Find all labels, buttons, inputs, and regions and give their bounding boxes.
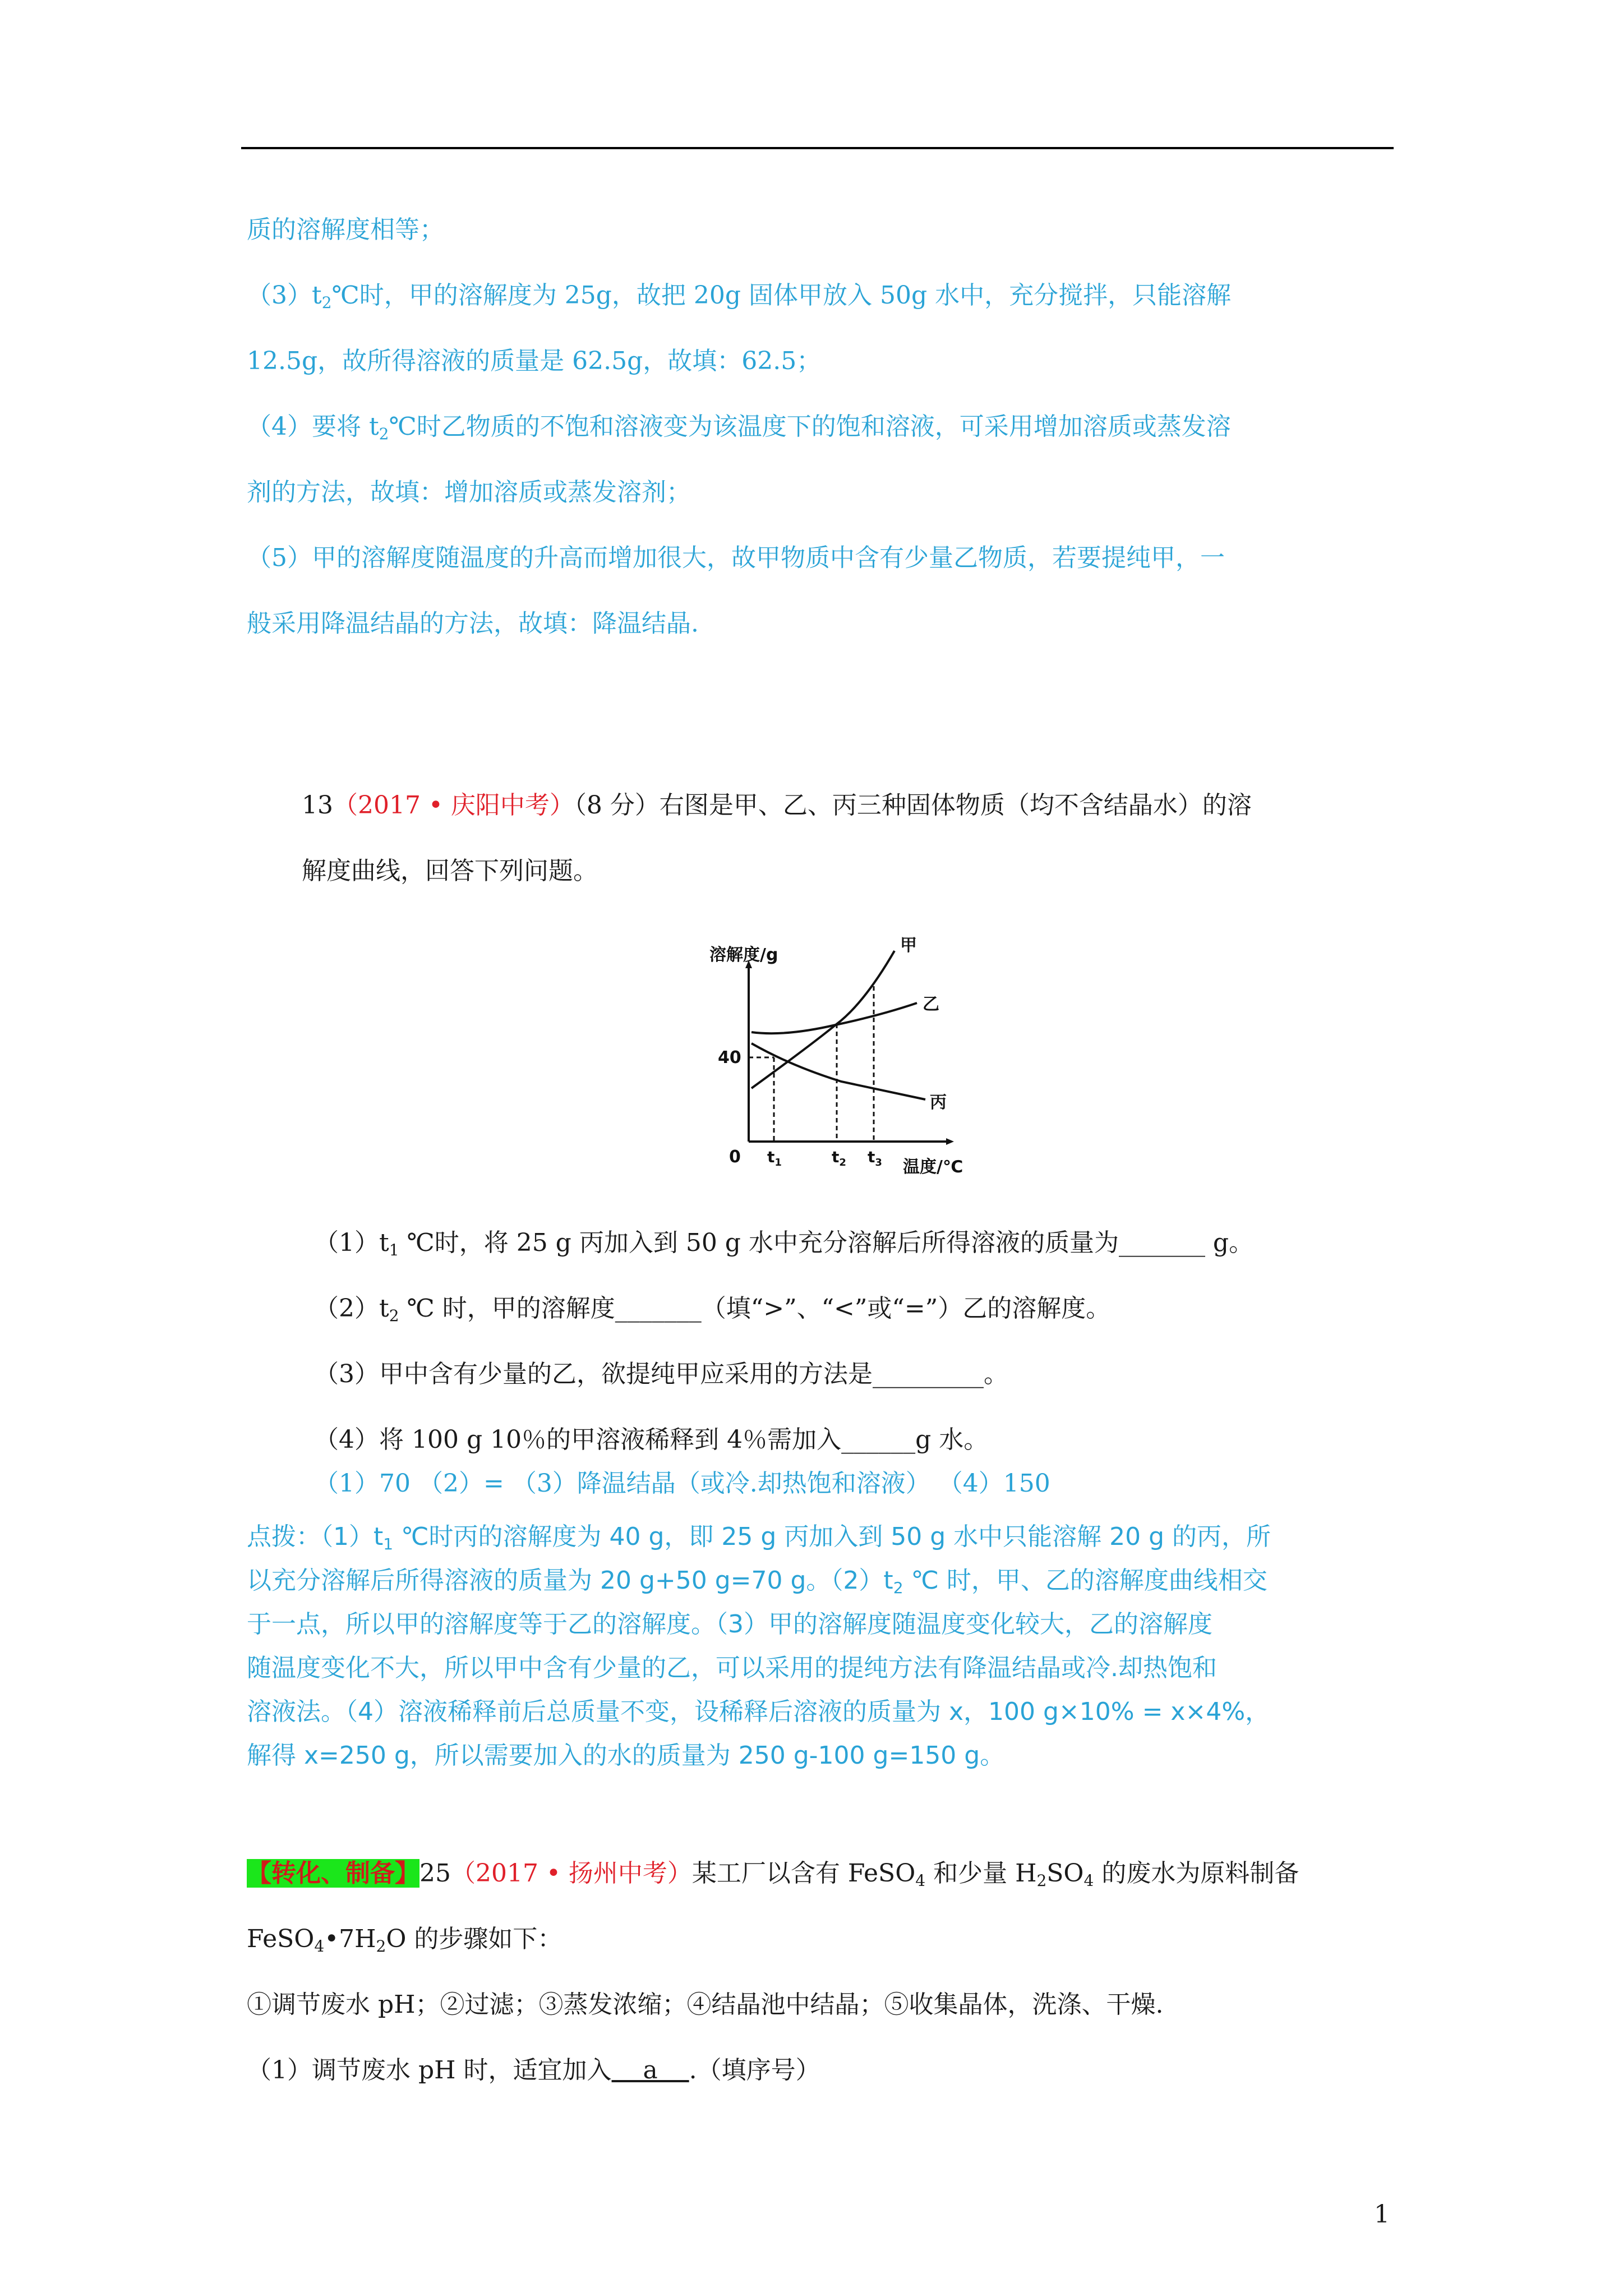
curve-bing [751,1043,925,1099]
prev-answer-line-4: （4）要将 $t_2℃$时乙物质的不饱和溶液变为该温度下的饱和溶液，可采用增加溶质或蒸发溶 [247,412,1231,443]
q13-hint-line-2: 以充分溶解后所得溶液的质量为 20 g+50 g=70 g。$(2)t_2$ ℃ 时，甲、乙的溶解度曲线相交 [247,1566,1267,1597]
q25-steps: ①调节废水 pH；②过滤；③蒸发浓缩；④结晶池中结晶；⑤收集晶体，洗涤、干燥. [247,1990,1164,2019]
q25-sub-1: （1）调节废水 pH 时，适宜加入 a .（填序号） [247,2056,820,2085]
x-tick-t3: $t_3$ [868,1148,882,1168]
q25-stem-line-2: $FeSO_4•7H_2O$ 的步骤如下： [247,1925,562,1955]
prev-answer-line-3: 12.5g，故所得溶液的质量是 62.5g，故填：62.5； [247,347,822,375]
q13-hint-line-3: 于一点，所以甲的溶解度等于乙的溶解度。（3）甲的溶解度随温度变化较大，乙的溶解度 [247,1610,1212,1639]
y-tick-40: 40 [718,1048,741,1068]
prev-answer-line-2: $(3)t_2℃$时，甲的溶解度为 25g，故把 20g 固体甲放入 50g 水中，充分搅拌，只能溶解 [247,281,1232,312]
label-bing: 丙 [930,1093,947,1112]
prev-answer-line-6: （5）甲的溶解度随温度的升高而增加很大，故甲物质中含有少量乙物质，若要提纯甲，一 [247,544,1225,572]
prev-answer-line-1: 质的溶解度相等； [247,215,444,244]
label-yi: 乙 [923,995,939,1014]
q13-stem-line-2: 解度曲线，回答下列问题。 [302,857,598,885]
q13-sub-4: （4）将 100 g 10％的甲溶液稀释到 4％需加入______g 水。 [314,1425,989,1454]
q25-stem-line-1: 【转化、制备】25（2017 • 扬州中考）某工厂以含有 FeSO$_4$ 和少量 $H_2SO_4$ 的废水为原料制备 [247,1859,1299,1890]
x-tick-t1: $t_1$ [767,1148,782,1168]
x-tick-t2: $t_2$ [832,1148,846,1168]
q25-sub-1-answer: a [611,2056,689,2085]
q13-stem-line-1: 13（2017 • 庆阳中考）（8 分）右图是甲、乙、丙三种固体物质（均不含结晶水）的溶 [302,791,1252,820]
q13-answer: （1）70 （2）= （3）降温结晶（或冷.却热饱和溶液） （4）150 [314,1469,1050,1498]
q13-hint-line-6: 解得 x=250 g，所以需要加入的水的质量为 250 g-100 g=150 g。 [247,1741,1005,1770]
origin-label: 0 [729,1147,741,1167]
q13-sub-1: $(1)t_1$ ℃时，将 25 g 丙加入到 50 g 水中充分溶解后所得溶液的质量为_______ g。 [314,1228,1254,1259]
prev-answer-line-5: 剂的方法，故填：增加溶质或蒸发溶剂； [247,478,691,507]
prev-answer-line-7: 般采用降温结晶的方法，故填：降温结晶. [247,609,699,638]
header-rule [241,147,1394,149]
solubility-chart [695,920,998,1184]
q13-hint-line-5: 溶液法。（4）溶液稀释前后总质量不变，设稀释后溶液的质量为 x，100 g×10% = x×4%， [247,1697,1270,1726]
curve-yi [751,1003,917,1033]
label-jia: 甲 [900,936,917,955]
q13-sub-3: （3）甲中含有少量的乙，欲提纯甲应采用的方法是_________。 [314,1360,1008,1388]
q13-hint-line-1: 点拨：$(1)t_1$ ℃时丙的溶解度为 40 g，即 25 g 丙加入到 50 g 水中只能溶解 20 g 的丙，所 [247,1522,1271,1553]
x-axis-label: 温度/℃ [903,1157,963,1177]
page-number: 1 [1374,2200,1390,2229]
y-axis-label: 溶解度/g [709,945,778,965]
q25-topic-tag: 【转化、制备】 [247,1859,419,1888]
q13-hint-line-4: 随温度变化不大，所以甲中含有少量的乙，可以采用的提纯方法有降温结晶或冷.却热饱和 [247,1654,1217,1682]
q13-sub-2: $(2)t_2$ ℃ 时，甲的溶解度_______（填“>”、“<”或“=”）乙的溶解度。 [314,1294,1111,1325]
